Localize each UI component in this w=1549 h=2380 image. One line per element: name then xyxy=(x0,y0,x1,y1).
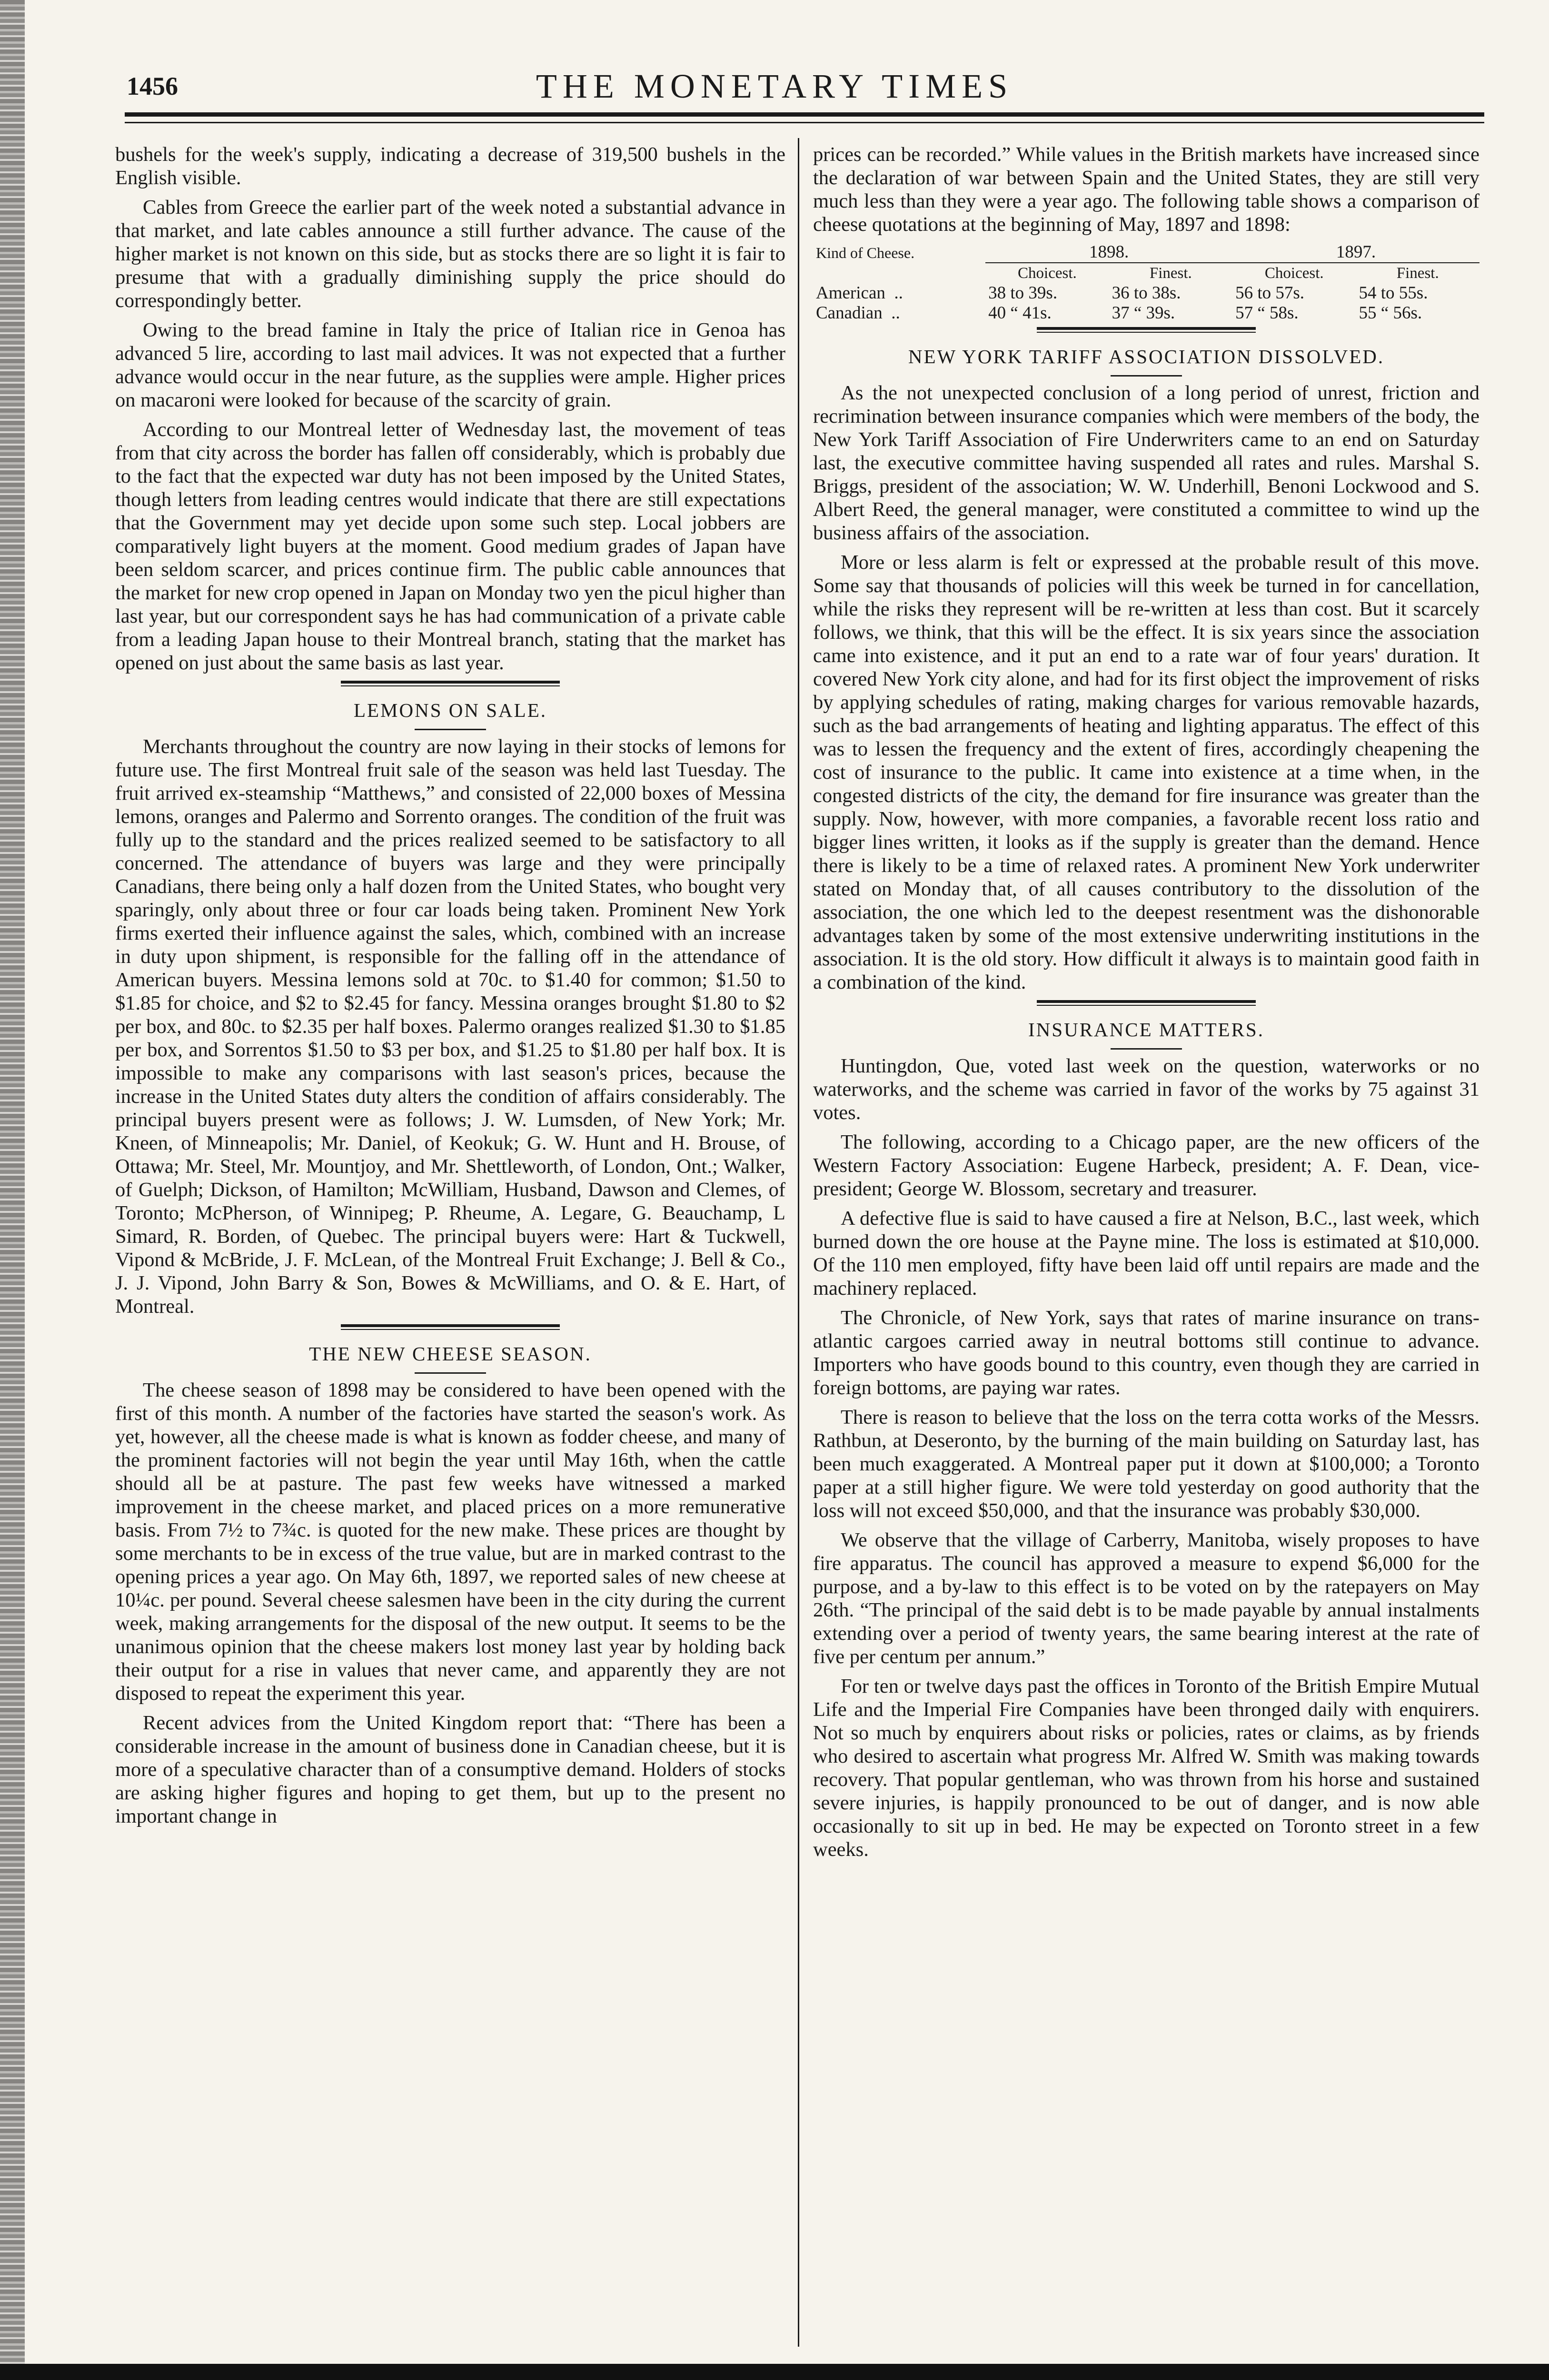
table-subheader: Choicest. xyxy=(1232,263,1356,283)
article-paragraph: prices can be recorded.” While values in the British markets have increased since the declaration of war between Spain and the United States, they are still very much less than they were a year ago. The following table shows a comparison of cheese quotations at the beginning of May, 1897 and 1898: xyxy=(813,143,1479,236)
table-cell: 55 “ 56s. xyxy=(1359,303,1422,323)
table-subheader-row xyxy=(813,263,1479,283)
table-cell-kind: Canadian .. xyxy=(816,303,900,323)
masthead: THE MONETARY TIMES xyxy=(536,67,1013,105)
right-column xyxy=(813,143,1479,1867)
section-headline-insurance: INSURANCE MATTERS. xyxy=(1028,1019,1264,1041)
table-subheader: Finest. xyxy=(1109,263,1232,283)
article-paragraph: Merchants throughout the country are now laying in their stocks of lemons for future use. The first Montreal fruit sale of the season was held last Tuesday. The fruit arrived ex-steamship “Matthews,” and consisted of 22,000 boxes of Messina lemons, oranges and Palermo and Sorrento oranges. The condition of the fruit was fully up to the standard and the prices realized seemed to be satisfactory to all concerned. The attendance of buyers was large and they were principally Canadians, there being only a half dozen from the United States, who bought very sparingly, only about three or four car loads being taken. Prominent New York firms exerted their influence against the sales, which, combined with an increase in duty upon shipment, is responsible for the falling off in the attendance of American buyers. Messina lemons sold at 70c. to $1.40 for common; $1.50 to $1.85 for choice, and $2 to $2.45 for fancy. Messina oranges brought $1.80 to $2 per box, and 80c. to $2.35 per half boxes. Palermo oranges realized $1.30 to $1.85 per box, and Sorrentos $1.50 to $3 per box, and $1.25 to $1.80 per half box. It is impossible to make any comparisons with last season's prices, because the increase in the United States duty alters the condition of affairs considerably. The principal buyers present were as follows; J. W. Lumsden, of New York; Mr. Kneen, of Minneapolis; Mr. Daniel, of Keokuk; G. W. Hunt and H. Brouse, of Ottawa; Mr. Steel, Mr. Mountjoy, and Mr. Shettleworth, of London, Ont.; Walker, of Guelph; Dickson, of Hamilton; McWilliam, Husband, Dawson and Clemes, of Toronto; McPherson, of Winnipeg; P. Rheume, A. Legare, G. Beauchamp, L Simard, R. Borden, of Quebec. The principal buyers were: Hart & Tuckwell, Vipond & McBride, J. F. McLean, of the Montreal Fruit Exchange; J. Bell & Co., J. J. Vipond, John Barry & Son, Bowes & McWilliams, and O. & E. Hart, of Montreal. xyxy=(115,735,785,1318)
page-number: 1456 xyxy=(127,72,178,100)
headline-rule xyxy=(415,729,486,730)
table-cell: 54 to 55s. xyxy=(1359,283,1428,303)
headline-rule xyxy=(1111,1048,1182,1050)
table-cell: 57 “ 58s. xyxy=(1235,303,1299,323)
table-row xyxy=(813,303,1479,323)
table-year-header: 1898. xyxy=(1089,242,1129,262)
article-paragraph: There is reason to believe that the loss on the terra cotta works of the Messrs. Rathbun, at Deseronto, by the burning of the main building on Saturday last, has been much exaggerated. A Montreal paper put it down at $100,000; a Toronto paper at a still higher figure. We were told yesterday on good authority that the loss will not exceed $50,000, and that the insurance was probably $30,000. xyxy=(813,1406,1479,1522)
article-paragraph: The Chronicle, of New York, says that rates of marine insurance on trans-atlantic cargoes carried away in neutral bottoms still continue to advance. Importers who have goods bound to this country, even though they are carried in foreign bottoms, are paying war rates. xyxy=(813,1307,1479,1399)
table-subheader: Finest. xyxy=(1356,263,1479,283)
section-divider xyxy=(1037,1000,1256,1006)
section-divider xyxy=(1037,327,1256,333)
article-paragraph: More or less alarm is felt or expressed at the probable result of this move. Some say that thousands of policies will this week be turned in for cancellation, while the risks they represent will be re-written at less than cost. But it scarcely follows, we think, that this will be the effect. It is six years since the association came into existence, and it put an end to a rate war of four years' duration. It covered New York city alone, and had for its first object the improvement of risks by applying schedules of rating, making charges for various removable hazards, such as the bad arrangements of heating and lighting apparatus. The effect of this was to lessen the frequency and the extent of fires, accordingly cheapening the cost of insurance to the public. It came into existence at a time when, in the congested districts of the city, the demand for fire insurance was greater than the supply. Now, however, with more companies, a favorable recent loss ratio and bigger lines written, it looks as if the supply is greater than the demand. Hence there is likely to be a time of relaxed rates. A prominent New York underwriter stated on Monday that, of all causes contributory to the dissolution of the association, the one which led to the deepest resentment was the dishonorable advantages taken by some of the most extensive underwriting institutions in the association. It is the old story. How difficult it always is to maintain good faith in a combination of the kind. xyxy=(813,551,1479,993)
section-divider xyxy=(341,1324,560,1330)
article-paragraph: A defective flue is said to have caused a fire at Nelson, B.C., last week, which burned down the ore house at the Payne mine. The loss is estimated at $10,000. Of the 110 men employed, fifty have been laid off until repairs are made and the machinery replaced. xyxy=(813,1207,1479,1299)
article-paragraph: Recent advices from the United Kingdom report that: “There has been a considerable increase in the amount of business done in Canadian cheese, but it is more of a speculative character than of a consumptive demand. Holders of stocks are asking higher figures and hoping to get them, but up to the present no important change in xyxy=(115,1712,785,1827)
article-paragraph: As the not unexpected conclusion of a long period of unrest, friction and recrimination between insurance companies which were members of the body, the New York Tariff Association of Fire Underwriters came to an end on Saturday last, the executive committee having suspended all rates and rules. Marshal S. Briggs, president of the association; W. W. Underhill, Benoni Lockwood and S. Albert Reed, the general manager, were constituted a committee to wind up the business affairs of the association. xyxy=(813,382,1479,544)
article-paragraph: The following, according to a Chicago paper, are the new officers of the Western Factory Association: Eugene Harbeck, president; A. F. Dean, vice-president; George W. Blossom, secretary and treasurer. xyxy=(813,1131,1479,1200)
article-paragraph: For ten or twelve days past the offices in Toronto of the British Empire Mutual Life and the Imperial Fire Companies have been thronged daily with enquirers. Not so much by enquirers about risks or policies, rates or claims, as by friends who desired to ascertain what progress Mr. Alfred W. Smith was making towards recovery. That popular gentleman, who was thrown from his horse and sustained severe injuries, is happily pronounced to be out of danger, and is now able occasionally to sit up in bed. He may be expected on Toronto street in a few weeks. xyxy=(813,1675,1479,1861)
section-headline-tariff: NEW YORK TARIFF ASSOCIATION DISSOLVED. xyxy=(908,346,1385,367)
table-subheader: Choicest. xyxy=(985,263,1109,283)
table-year-row xyxy=(813,242,1479,263)
article-paragraph: Huntingdon, Que, voted last week on the question, waterworks or no waterworks, and the scheme was carried in favor of the works by 75 against 31 votes. xyxy=(813,1055,1479,1124)
scan-bottom-edge xyxy=(0,2364,1549,2380)
section-divider xyxy=(341,681,560,686)
section-headline-lemons: LEMONS ON SALE. xyxy=(353,699,547,721)
table-cell-kind: American .. xyxy=(816,283,903,303)
headline-rule xyxy=(1111,375,1182,377)
article-paragraph: Cables from Greece the earlier part of the week noted a substantial advance in that market, and late cables announce a still further advance. The cause of the higher market is not known on this side, but as stocks there are so light it is fair to presume that with a gradually diminishing supply the price should do correspondingly better. xyxy=(115,196,785,312)
section-headline-cheese: THE NEW CHEESE SEASON. xyxy=(309,1343,592,1365)
table-cell: 37 “ 39s. xyxy=(1112,303,1175,323)
table-year-header: 1897. xyxy=(1336,242,1376,262)
headline-rule xyxy=(415,1372,486,1374)
table-cell: 56 to 57s. xyxy=(1235,283,1304,303)
header-rule xyxy=(125,112,1484,117)
article-paragraph: The cheese season of 1898 may be considered to have been opened with the first of this month. A number of the factories have started the season's work. As yet, however, all the cheese made is what is known as fodder cheese, and many of the prominent factories will not begin the year until May 16th, when the cattle should all be at pasture. The past few weeks have witnessed a marked improvement in the cheese market, and placed prices on a more remunerative basis. From 7½ to 7¾c. is quoted for the new make. These prices are thought by some merchants to be in excess of the true value, but are in marked contrast to the opening prices a year ago. On May 6th, 1897, we reported sales of new cheese at 10¼c. per pound. Several cheese salesmen have been in the city during the current week, making arrangements for the disposal of the new output. It seems to be the unanimous opinion that the cheese makers lost money last year by holding back their output for a rise in values that never came, and apparently they are not disposed to repeat the experiment this year. xyxy=(115,1379,785,1705)
table-kind-label: Kind of Cheese. xyxy=(816,244,915,261)
table-cell: 36 to 38s. xyxy=(1112,283,1181,303)
header-rule-thin xyxy=(125,122,1484,123)
table-cell: 38 to 39s. xyxy=(988,283,1058,303)
article-paragraph: According to our Montreal letter of Wednesday last, the movement of teas from that city across the border has fallen off considerably, which is probably due to the fact that the expected war duty has not been imposed by the United States, though letters from leading centres would indicate that there are still expectations that the Government may yet decide upon some such step. Local jobbers are comparatively light buyers at the moment. Good medium grades of Japan have been seldom scarcer, and prices continue firm. The public cable announces that the market for new crop opened in Japan on Monday two yen the picul higher than last year, but our correspondent says he has had communication of a private cable from a leading Japan house to their Montreal branch, stating that the market has opened on just about the same basis as last year. xyxy=(115,418,785,674)
table-row xyxy=(813,283,1479,303)
article-paragraph: We observe that the village of Carberry, Manitoba, wisely proposes to have fire apparatus. The council has approved a measure to expend $6,000 for the purpose, and a by-law to this effect is to be voted on by the ratepayers on May 26th. “The principal of the said debt is to be made payable by annual instalments extending over a period of twenty years, the same bearing interest at the rate of five per centum per annum.” xyxy=(813,1529,1479,1668)
article-paragraph: Owing to the bread famine in Italy the price of Italian rice in Genoa has advanced 5 lire, according to last mail advices. It was not expected that a further advance would occur in the near future, as the supplies were ample. Higher prices on macaroni were looked for because of the scarcity of grain. xyxy=(115,319,785,411)
column-divider xyxy=(798,138,799,2347)
binding-edge xyxy=(0,0,25,2380)
cheese-quotation-table xyxy=(813,242,1479,323)
article-paragraph: bushels for the week's supply, indicating a decrease of 319,500 bushels in the English visible. xyxy=(115,143,785,189)
left-column xyxy=(115,143,785,1834)
table-cell: 40 “ 41s. xyxy=(988,303,1052,323)
